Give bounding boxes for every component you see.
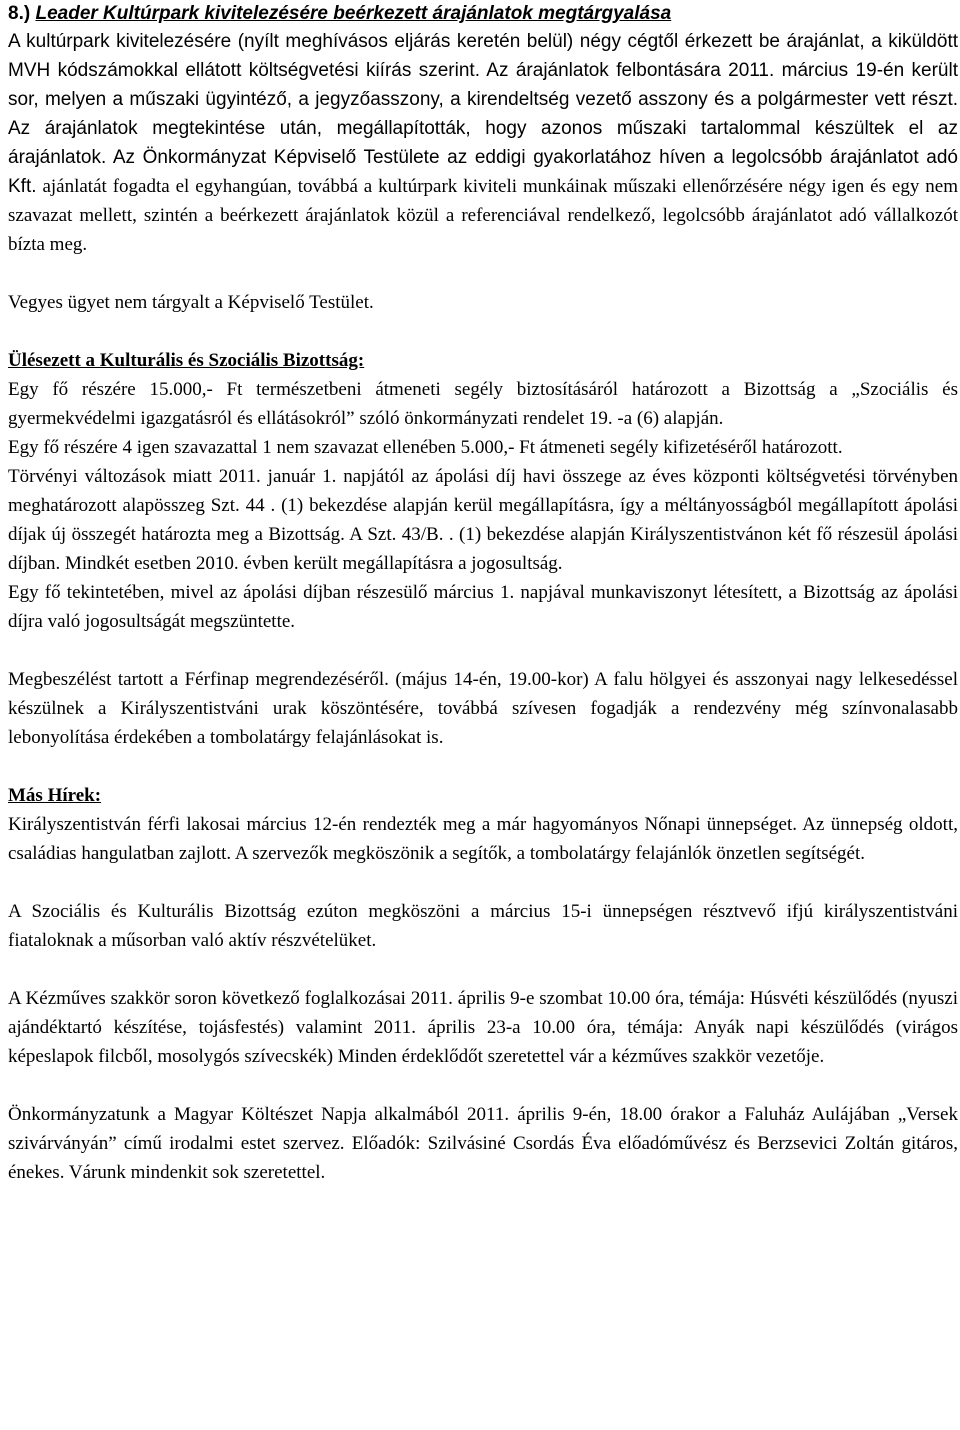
committee-paragraph: Egy fő részére 15.000,- Ft természetbeni átmeneti segély biztosításáról határozott a Bizottság a „Szociális és gyermekvédelmi igazgatásról és ellátásokról” szóló önkormányzati rendelet 19. -a (6) alapján. (8, 379, 958, 429)
mens-day-paragraph: Megbeszélést tartott a Férfinap megrendezéséről. (május 14-én, 19.00-kor) A falu hölgyei és asszonyai nagy lelkesedéssel készülnek a Királyszentistváni urak köszöntésére, továbbá szívesen fogadják a rendezvény még színvonalasabb lebonyolítása érdekében a tombolatárgy felajánlásokat is. (8, 669, 958, 748)
committee-paragraph: Törvényi változások miatt 2011. január 1. napjától az ápolási díj havi összege az éves központi költségvetési törvényben meghatározott alapösszeg Szt. 44 . (1) bekezdése alapján kerül megállapításra, így a méltányosságból megállapított ápolási díjak új összegét határozta meg a Bizottság. A Szt. 43/B. . (1) bekezdése alapján Királyszentistvánon két fő részesül ápolási díjban. Mindkét esetben 2010. évben került megállapításra a jogosultság. (8, 466, 958, 574)
kulturpark-paragraph-sans: A kultúrpark kivitelezésére (nyílt meghívásos eljárás keretén belül) négy cégtől érkezett be árajánlat, a kiküldött MVH kódszámokkal ellátott költségvetési kiírás szerint. Az árajánlatok felbontására 2011. március 19-én került sor, melyen a műszaki ügyintéző, a jegyzőasszony, a kirendeltség vezető asszony és a polgármester vett részt. Az árajánlatok megtekintése után, megállapították, hogy azonos műszaki tartalommal készültek el az árajánlatok. Az Önkormányzat Képviselő Testülete az eddigi gyakorlatához híven a legolcsóbb árajánlatot adó Kft. (8, 31, 958, 197)
section-heading-8 (8, 0, 958, 27)
section-number: 8.) (8, 3, 31, 24)
section-title: Leader Kultúrpark kivitelezésére beérkezett árajánlatok megtárgyalása (35, 3, 672, 24)
spacer (8, 955, 958, 984)
spacer (8, 1071, 958, 1100)
spacer (8, 259, 958, 288)
spacer (8, 868, 958, 897)
news-paragraph: A Szociális és Kulturális Bizottság ezúton megköszöni a március 15-i ünnepségen résztvevő ifjú királyszentistváni fiataloknak a műsorban való aktív részvételüket. (8, 901, 958, 951)
spacer (8, 636, 958, 665)
kulturpark-paragraph (8, 27, 958, 259)
news-heading: Más Hírek: (8, 785, 102, 806)
news-paragraph: Önkormányzatunk a Magyar Költészet Napja alkalmából 2011. április 9-én, 18.00 órakor a Faluház Aulájában „Versek szivárványán” című irodalmi estet szervez. Előadók: Szilvásiné Csordás Éva előadóművész és Berzsevici Zoltán gitáros, énekes. Várunk mindenkit sok szeretettel. (8, 1104, 958, 1183)
spacer (8, 317, 958, 346)
news-paragraph: Királyszentistván férfi lakosai március 12-én rendezték meg a már hagyományos Nőnapi ünnepséget. Az ünnepség oldott, családias hangulatban zajlott. A szervezők megköszönik a segítők, a tombolatárgy felajánlók önzetlen segítségét. (8, 814, 958, 864)
committee-paragraph: Egy fő tekintetében, mivel az ápolási díjban részesülő március 1. napjával munkaviszonyt létesített, a Bizottság az ápolási díjra való jogosultságát megszüntette. (8, 582, 958, 632)
misc-note: Vegyes ügyet nem tárgyalt a Képviselő Testület. (8, 292, 374, 313)
news-paragraph: A Kézműves szakkör soron következő foglalkozásai 2011. április 9-e szombat 10.00 óra, témája: Húsvéti készülődés (nyuszi ajándéktartó készítése, tojásfestés) valamint 2011. április 23-a 10.00 óra, témája: Anyák napi készülődés (virágos képeslapok filcből, mosolygós szívecskék) Minden érdeklődőt szeretettel vár a kézműves szakkör vezetője. (8, 988, 958, 1067)
committee-paragraph: Egy fő részére 4 igen szavazattal 1 nem szavazat ellenében 5.000,- Ft átmeneti segély kifizetéséről határozott. (8, 437, 843, 458)
spacer (8, 752, 958, 781)
committee-heading: Ülésezett a Kulturális és Szociális Bizottság: (8, 350, 365, 371)
kulturpark-paragraph-serif: ajánlatát fogadta el egyhangúan, továbbá a kultúrpark kiviteli munkáinak műszaki ellenőrzésére négy igen és egy nem szavazat mellett, szintén a beérkezett árajánlatok közül a referenciával rendelkező, legolcsóbb árajánlatot adó vállalkozót bízta meg. (8, 176, 959, 255)
